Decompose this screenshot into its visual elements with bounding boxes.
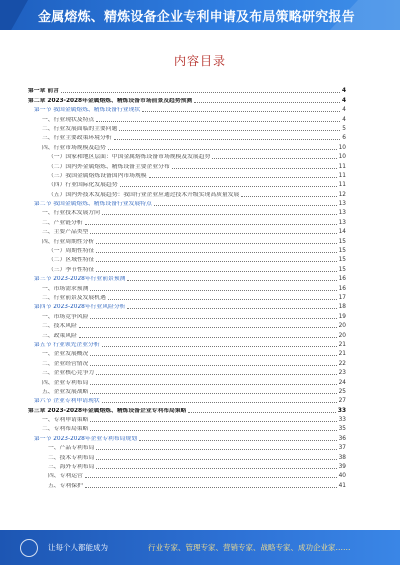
toc-entry-title: 一、行业现状及特点 xyxy=(42,116,95,123)
toc-leader-dots xyxy=(90,355,336,356)
toc-entry[interactable] xyxy=(28,95,346,104)
toc-entry-title: 二、企业经营情况 xyxy=(42,360,89,367)
toc-entry-page: 6 xyxy=(342,135,346,142)
toc-entry[interactable] xyxy=(28,349,346,358)
toc-leader-dots xyxy=(96,261,336,262)
toc-leader-dots xyxy=(96,252,336,253)
toc-heading: 内容目录 xyxy=(173,54,226,68)
toc-leader-dots xyxy=(241,196,336,197)
toc-leader-dots xyxy=(96,121,340,122)
toc-leader-dots xyxy=(96,468,336,469)
toc-leader-dots xyxy=(90,233,336,234)
toc-entry-title: 第六节 企业专利申请现状 xyxy=(34,398,100,405)
toc-entry-page: 21 xyxy=(338,351,346,358)
toc-entry[interactable] xyxy=(28,311,346,320)
toc-leader-dots xyxy=(102,214,337,215)
toc-entry[interactable] xyxy=(28,424,346,433)
toc-entry[interactable] xyxy=(28,105,346,114)
toc-entry-title: 第五节 行业领先企业分析 xyxy=(34,341,100,348)
toc-entry[interactable] xyxy=(28,189,346,198)
toc-entry-title: 第三章 2023-2028年金属熔炼、精炼设备企业专利布局策略 xyxy=(28,407,187,414)
toc-entry-page: 10 xyxy=(338,154,346,161)
toc-entry-page: 24 xyxy=(338,379,346,386)
toc-entry-title: 三、政策风险 xyxy=(42,332,77,339)
toc-entry-title: （五）国内外技术发展趋势：我国行业企业应通过技术升级实现高质量发展 xyxy=(48,191,240,198)
toc-leader-dots xyxy=(119,130,340,131)
toc-entry-page: 4 xyxy=(341,97,346,104)
toc-entry-title: （一）周期性特征 xyxy=(48,248,95,255)
toc-entry[interactable] xyxy=(28,302,346,311)
toc-entry-page: 4 xyxy=(341,88,346,95)
toc-leader-dots xyxy=(149,177,337,178)
toc-leader-dots xyxy=(96,374,336,375)
toc-entry-title: 二、行业发展面临的主要问题 xyxy=(42,125,118,132)
toc-entry-page: 36 xyxy=(338,435,346,442)
toc-leader-dots xyxy=(96,449,336,450)
toc-entry-title: 三、行业主要政策环境分析 xyxy=(42,135,112,142)
toc-entry-page: 4 xyxy=(342,116,346,123)
toc-entry-page: 38 xyxy=(338,454,346,461)
toc-entry-title: 第二章 2023-2028年金属熔炼、精炼设备市场前景及趋势预测 xyxy=(28,97,193,104)
toc-entry-title: 四、企业专利布局 xyxy=(42,379,89,386)
toc-entry-page: 4 xyxy=(342,107,346,114)
toc-leader-dots xyxy=(114,139,341,140)
toc-entry-page: 35 xyxy=(338,426,346,433)
toc-entry-title: 第二节 我国金属熔炼、精炼设备行业发展特点 xyxy=(34,201,152,208)
toc-entry-title: （二）区域性特征 xyxy=(48,257,95,264)
toc-entry[interactable] xyxy=(28,321,346,330)
toc-leader-dots xyxy=(188,412,335,413)
toc-entry-title: （二）国内外金属熔炼、精炼设备主要企业分布 xyxy=(48,163,170,170)
toc-entry-title: 第四节 2023-2028年行业风险分析 xyxy=(34,304,126,311)
toc-entry-title: 四、行业市场规模及趋势 xyxy=(42,144,106,151)
toc-leader-dots xyxy=(120,186,337,187)
header-banner xyxy=(0,0,400,30)
toc-entry-page: 11 xyxy=(338,182,346,189)
toc-entry-title: （三）我国金属熔炼设备国内市场规模 xyxy=(48,172,147,179)
toc-entry[interactable] xyxy=(28,180,346,189)
toc-entry-title: 三、海外专利布局 xyxy=(48,464,95,471)
footer-slogan: 让每个人都能成为 xyxy=(48,543,108,552)
toc-entry-title: （四）行业国际化发展趋势 xyxy=(48,182,118,189)
toc-entry-page: 16 xyxy=(338,285,346,292)
toc-entry-page: 20 xyxy=(338,332,346,339)
toc-entry[interactable] xyxy=(28,161,346,170)
toc-leader-dots xyxy=(108,149,337,150)
toc-entry[interactable] xyxy=(28,415,346,424)
footer-banner xyxy=(0,530,400,565)
toc-entry-title: 第一章 前言 xyxy=(28,88,60,95)
toc-leader-dots xyxy=(85,224,337,225)
toc-entry-title: 五、企业发展战略 xyxy=(42,388,89,395)
toc-entry-page: 33 xyxy=(337,407,346,414)
toc-leader-dots xyxy=(90,290,336,291)
toc-entry-page: 15 xyxy=(338,238,346,245)
toc-leader-dots xyxy=(90,365,336,366)
toc-entry-page: 13 xyxy=(338,201,346,208)
toc-leader-dots xyxy=(96,243,336,244)
toc-leader-dots xyxy=(96,459,336,460)
toc-entry-page: 15 xyxy=(338,257,346,264)
toc-leader-dots xyxy=(90,430,336,431)
toc-entry[interactable] xyxy=(28,330,346,339)
toc-leader-dots xyxy=(127,280,336,281)
toc-leader-dots xyxy=(102,402,337,403)
toc-entry-page: 27 xyxy=(338,398,346,405)
toc-entry-page: 17 xyxy=(338,294,346,301)
toc-entry-title: 三、主要产品类型 xyxy=(42,229,89,236)
toc-entry-page: 19 xyxy=(338,313,346,320)
toc-entry[interactable] xyxy=(28,462,346,471)
toc-entry-page: 12 xyxy=(338,191,346,198)
toc-entry-title: 五、专利保护 xyxy=(48,482,83,489)
toc-entry-title: 一、市场需求预测 xyxy=(42,285,89,292)
toc-entry[interactable] xyxy=(28,293,346,302)
toc-entry[interactable] xyxy=(28,264,346,273)
toc-leader-dots xyxy=(79,337,337,338)
toc-entry[interactable] xyxy=(28,452,346,461)
toc-leader-dots xyxy=(108,299,337,300)
toc-entry-page: 5 xyxy=(342,125,346,132)
toc-entry-title: 一、行业技术发展方向 xyxy=(42,210,100,217)
toc-leader-dots xyxy=(90,393,336,394)
toc-entry-page: 15 xyxy=(338,248,346,255)
toc-entry[interactable] xyxy=(28,274,346,283)
banner-decoration xyxy=(0,0,28,30)
toc-entry-title: （一）国家和地区层面：中国金属熔炼设备市场规模及发展趋势 xyxy=(48,154,211,161)
toc-entry-title: 二、专利布局策略 xyxy=(42,426,89,433)
toc-entry-page: 33 xyxy=(338,417,346,424)
toc-entry[interactable] xyxy=(28,142,346,151)
toc-entry-page: 13 xyxy=(338,219,346,226)
toc-leader-dots xyxy=(85,487,337,488)
toc-entry[interactable] xyxy=(28,283,346,292)
toc-entry[interactable] xyxy=(28,171,346,180)
footer-tagline: 行业专家、管理专家、营销专家、战略专家、成功企业家…… xyxy=(148,543,351,552)
toc-entry[interactable] xyxy=(28,199,346,208)
toc-entry[interactable] xyxy=(28,236,346,245)
toc-leader-dots xyxy=(79,327,337,328)
toc-entry-page: 39 xyxy=(338,464,346,471)
toc-entry[interactable] xyxy=(28,227,346,236)
toc-entry[interactable] xyxy=(28,217,346,226)
toc-leader-dots xyxy=(139,440,337,441)
toc-leader-dots xyxy=(142,111,340,112)
toc-entry-page: 11 xyxy=(338,163,346,170)
toc-entry[interactable] xyxy=(28,405,346,414)
toc-entry-page: 10 xyxy=(338,144,346,151)
toc-leader-dots xyxy=(85,477,337,478)
logo-icon xyxy=(20,539,38,557)
toc-entry-page: 37 xyxy=(338,445,346,452)
toc-entry[interactable] xyxy=(28,396,346,405)
toc-entry-page: 13 xyxy=(338,210,346,217)
toc-entry-title: （三）季节性特征 xyxy=(48,266,95,273)
table-of-contents xyxy=(28,86,346,490)
toc-entry-page: 15 xyxy=(338,266,346,273)
toc-entry-page: 41 xyxy=(338,482,346,489)
toc-entry[interactable] xyxy=(28,387,346,396)
toc-leader-dots xyxy=(212,158,336,159)
toc-entry-title: 二、技术专利布局 xyxy=(48,454,95,461)
toc-entry-title: 三、企业核心竞争力 xyxy=(42,370,95,377)
toc-leader-dots xyxy=(154,205,337,206)
toc-entry-title: 第三节 2023-2028年行业前景预测 xyxy=(34,276,126,283)
toc-leader-dots xyxy=(90,384,336,385)
toc-entry[interactable] xyxy=(28,208,346,217)
toc-entry-page: 40 xyxy=(338,473,346,480)
toc-entry-page: 22 xyxy=(338,360,346,367)
toc-entry-page: 23 xyxy=(338,370,346,377)
toc-entry[interactable] xyxy=(28,124,346,133)
toc-leader-dots xyxy=(61,92,340,93)
toc-entry-title: 一、产品专利布局 xyxy=(48,445,95,452)
toc-entry-page: 16 xyxy=(338,276,346,283)
report-title: 金属熔炼、精炼设备企业专利申请及布局策略研究报告 xyxy=(38,10,355,25)
toc-entry[interactable] xyxy=(28,114,346,123)
toc-leader-dots xyxy=(194,102,340,103)
toc-entry-title: 二、技术风险 xyxy=(42,323,77,330)
toc-entry[interactable] xyxy=(28,86,346,95)
toc-entry-title: 一、市场竞争风险 xyxy=(42,313,89,320)
toc-entry-title: 一、企业发展概况 xyxy=(42,351,89,358)
toc-entry-page: 18 xyxy=(338,304,346,311)
toc-entry-title: 一、专利申请策略 xyxy=(42,417,89,424)
toc-entry[interactable] xyxy=(28,443,346,452)
toc-leader-dots xyxy=(102,346,337,347)
toc-entry[interactable] xyxy=(28,368,346,377)
toc-entry-title: 第一节 我国金属熔炼、精炼设备行业现状 xyxy=(34,107,141,114)
toc-entry-page: 25 xyxy=(338,388,346,395)
toc-entry[interactable] xyxy=(28,471,346,480)
toc-leader-dots xyxy=(172,168,337,169)
toc-entry-title: 二、行业前景及发展机遇 xyxy=(42,294,106,301)
toc-entry-title: 四、行业周期性分析 xyxy=(42,238,95,245)
toc-entry[interactable] xyxy=(28,433,346,442)
toc-leader-dots xyxy=(96,271,336,272)
toc-entry-title: 二、产业链分析 xyxy=(42,219,83,226)
toc-entry[interactable] xyxy=(28,377,346,386)
toc-entry-page: 20 xyxy=(338,323,346,330)
toc-entry[interactable] xyxy=(28,358,346,367)
toc-leader-dots xyxy=(90,421,336,422)
toc-entry[interactable] xyxy=(28,246,346,255)
toc-entry[interactable] xyxy=(28,340,346,349)
toc-leader-dots xyxy=(127,308,336,309)
toc-entry-page: 21 xyxy=(338,341,346,348)
toc-entry-title: 第一节 2023-2028年企业专利布局规划 xyxy=(34,435,138,442)
toc-entry-title: 四、专利运营 xyxy=(48,473,83,480)
toc-entry-page: 11 xyxy=(338,172,346,179)
toc-leader-dots xyxy=(90,318,336,319)
toc-entry-page: 14 xyxy=(338,229,346,236)
toc-entry[interactable] xyxy=(28,480,346,489)
toc-entry[interactable] xyxy=(28,152,346,161)
toc-entry[interactable] xyxy=(28,133,346,142)
toc-entry[interactable] xyxy=(28,255,346,264)
